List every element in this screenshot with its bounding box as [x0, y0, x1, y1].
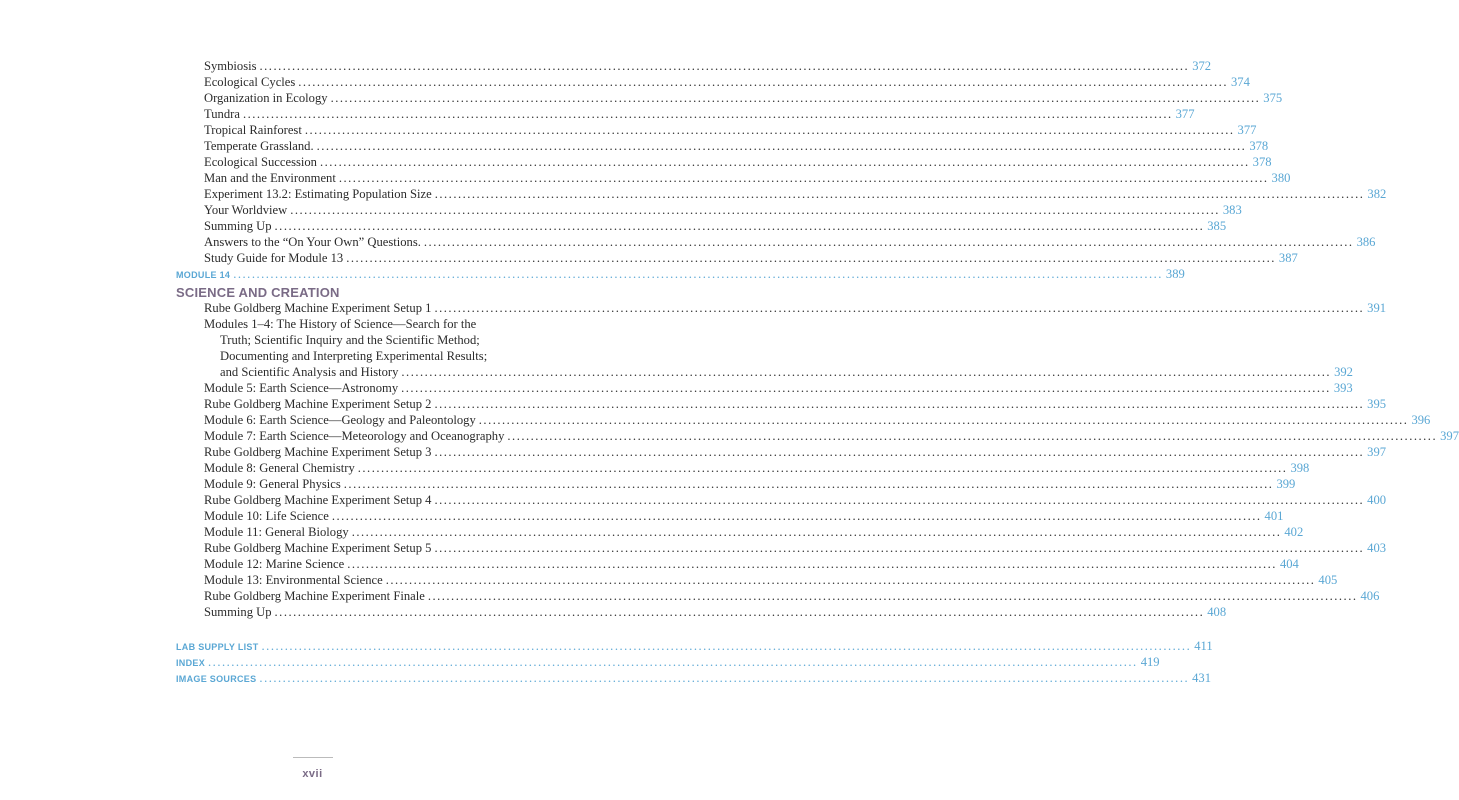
- toc-entry[interactable]: Module 11: General Biology ........................................................................................................................................................................................................ 402: [204, 525, 1304, 539]
- dot-leader: ........................................................................................................................................................................................................: [208, 655, 1138, 669]
- module14-heading[interactable]: MODULE 14 ........................................................................................................................................................................................................ 389: [176, 267, 1185, 281]
- footer-rule: [293, 757, 333, 758]
- toc-entry[interactable]: Ecological Succession ........................................................................................................................................................................................................ 378: [204, 155, 1272, 169]
- dot-leader: ........................................................................................................................................................................................................: [274, 219, 1205, 233]
- dot-leader: ........................................................................................................................................................................................................: [434, 493, 1365, 507]
- toc-entry[interactable]: Tundra ........................................................................................................................................................................................................ 377: [204, 107, 1195, 121]
- page-number: xvii: [302, 768, 323, 780]
- dot-leader: ........................................................................................................................................................................................................: [434, 187, 1365, 201]
- dot-leader: ........................................................................................................................................................................................................: [316, 139, 1247, 153]
- toc-entry[interactable]: Your Worldview ........................................................................................................................................................................................................ 383: [204, 203, 1242, 217]
- toc-entry[interactable]: Module 13: Environmental Science ........................................................................................................................................................................................................ 405: [204, 573, 1338, 587]
- dot-leader: ........................................................................................................................................................................................................: [242, 107, 1173, 121]
- dot-leader: ........................................................................................................................................................................................................: [401, 381, 1331, 395]
- toc-entry[interactable]: Rube Goldberg Machine Experiment Setup 2 ........................................................................................................................................................................................................ 395: [204, 397, 1387, 411]
- wrapped-last-line: and Scientific Analysis and History ........................................................................................................................................................................................................ 392: [220, 365, 1353, 379]
- dot-leader: ........................................................................................................................................................................................................: [259, 671, 1190, 685]
- toc-image-sources[interactable]: IMAGE SOURCES ........................................................................................................................................................................................................ 431: [176, 671, 1211, 685]
- dot-leader: ........................................................................................................................................................................................................: [423, 235, 1354, 249]
- dot-leader: ........................................................................................................................................................................................................: [351, 525, 1282, 539]
- dot-leader: ........................................................................................................................................................................................................: [261, 639, 1192, 653]
- dot-leader: ........................................................................................................................................................................................................: [434, 541, 1365, 555]
- dot-leader: ........................................................................................................................................................................................................: [434, 397, 1365, 411]
- toc-entry[interactable]: Summing Up ........................................................................................................................................................................................................ 408: [204, 605, 1227, 619]
- dot-leader: ........................................................................................................................................................................................................: [343, 477, 1274, 491]
- toc-entry[interactable]: Summing Up ........................................................................................................................................................................................................ 385: [204, 219, 1227, 233]
- toc-entry[interactable]: Study Guide for Module 13 ........................................................................................................................................................................................................ 387: [204, 251, 1298, 265]
- toc-entry[interactable]: Answers to the “On Your Own” Questions. ........................................................................................................................................................................................................ 386: [204, 235, 1376, 249]
- toc-index[interactable]: INDEX ........................................................................................................................................................................................................ 419: [176, 655, 1160, 669]
- toc-entry[interactable]: Man and the Environment ........................................................................................................................................................................................................ 380: [204, 171, 1291, 185]
- wrapped-line: Documenting and Interpreting Experimental Results;: [220, 349, 488, 363]
- toc-entry[interactable]: Module 9: General Physics ........................................................................................................................................................................................................ 399: [204, 477, 1296, 491]
- toc-entry[interactable]: Rube Goldberg Machine Experiment Setup 4 ........................................................................................................................................................................................................ 400: [204, 493, 1387, 507]
- wrapped-line: Modules 1–4: The History of Science—Search for the: [204, 317, 477, 331]
- dot-leader: ........................................................................................................................................................................................................: [434, 445, 1365, 459]
- dot-leader: ........................................................................................................................................................................................................: [478, 413, 1409, 427]
- toc-lab-supply-list[interactable]: LAB SUPPLY LIST ........................................................................................................................................................................................................ 411: [176, 639, 1213, 653]
- dot-leader: ........................................................................................................................................................................................................: [338, 171, 1269, 185]
- toc-entry[interactable]: Tropical Rainforest ........................................................................................................................................................................................................ 377: [204, 123, 1257, 137]
- dot-leader: ........................................................................................................................................................................................................: [259, 59, 1190, 73]
- dot-leader: ........................................................................................................................................................................................................: [401, 365, 1332, 379]
- dot-leader: ........................................................................................................................................................................................................: [385, 573, 1316, 587]
- module14-title: SCIENCE AND CREATION: [176, 285, 340, 300]
- dot-leader: ........................................................................................................................................................................................................: [330, 91, 1261, 105]
- toc-entry[interactable]: Temperate Grassland. ........................................................................................................................................................................................................ 378: [204, 139, 1269, 153]
- dot-leader: ........................................................................................................................................................................................................: [427, 589, 1358, 603]
- toc-entry[interactable]: Rube Goldberg Machine Experiment Setup 3 ........................................................................................................................................................................................................ 397: [204, 445, 1387, 459]
- toc-entry[interactable]: Module 8: General Chemistry ........................................................................................................................................................................................................ 398: [204, 461, 1310, 475]
- toc-entry[interactable]: Module 10: Life Science ........................................................................................................................................................................................................ 401: [204, 509, 1284, 523]
- dot-leader: ........................................................................................................................................................................................................: [434, 301, 1365, 315]
- toc-entry[interactable]: Rube Goldberg Machine Experiment Setup 1 ........................................................................................................................................................................................................ 391: [204, 301, 1387, 315]
- dot-leader: ........................................................................................................................................................................................................: [319, 155, 1250, 169]
- toc-entry[interactable]: Module 12: Marine Science ........................................................................................................................................................................................................ 404: [204, 557, 1299, 571]
- toc-entry[interactable]: Module 7: Earth Science—Meteorology and Oceanography ........................................................................................................................................................................................................ 397: [204, 429, 1459, 443]
- dot-leader: ........................................................................................................................................................................................................: [357, 461, 1288, 475]
- toc-entry[interactable]: Module 6: Earth Science—Geology and Paleontology ........................................................................................................................................................................................................ 396: [204, 413, 1431, 427]
- toc-entry[interactable]: Rube Goldberg Machine Experiment Setup 5 ........................................................................................................................................................................................................ 403: [204, 541, 1387, 555]
- toc-entry[interactable]: Organization in Ecology ........................................................................................................................................................................................................ 375: [204, 91, 1283, 105]
- dot-leader: ........................................................................................................................................................................................................: [346, 251, 1276, 265]
- dot-leader: ........................................................................................................................................................................................................: [290, 203, 1220, 217]
- toc-entry[interactable]: Ecological Cycles ........................................................................................................................................................................................................ 374: [204, 75, 1250, 89]
- dot-leader: ........................................................................................................................................................................................................: [274, 605, 1205, 619]
- toc-entry[interactable]: Rube Goldberg Machine Experiment Finale ........................................................................................................................................................................................................ 406: [204, 589, 1380, 603]
- toc-entry[interactable]: Experiment 13.2: Estimating Population Size ........................................................................................................................................................................................................ 382: [204, 187, 1387, 201]
- dot-leader: ........................................................................................................................................................................................................: [304, 123, 1235, 137]
- dot-leader: ........................................................................................................................................................................................................: [347, 557, 1277, 571]
- wrapped-line: Truth; Scientific Inquiry and the Scientific Method;: [220, 333, 480, 347]
- dot-leader: ........................................................................................................................................................................................................: [331, 509, 1262, 523]
- dot-leader: ........................................................................................................................................................................................................: [298, 75, 1228, 89]
- dot-leader: ........................................................................................................................................................................................................: [507, 429, 1438, 443]
- dot-leader: ........................................................................................................................................................................................................: [233, 267, 1163, 281]
- toc-entry[interactable]: Symbiosis ........................................................................................................................................................................................................ 372: [204, 59, 1212, 73]
- toc-entry[interactable]: Module 5: Earth Science—Astronomy ........................................................................................................................................................................................................ 393: [204, 381, 1353, 395]
